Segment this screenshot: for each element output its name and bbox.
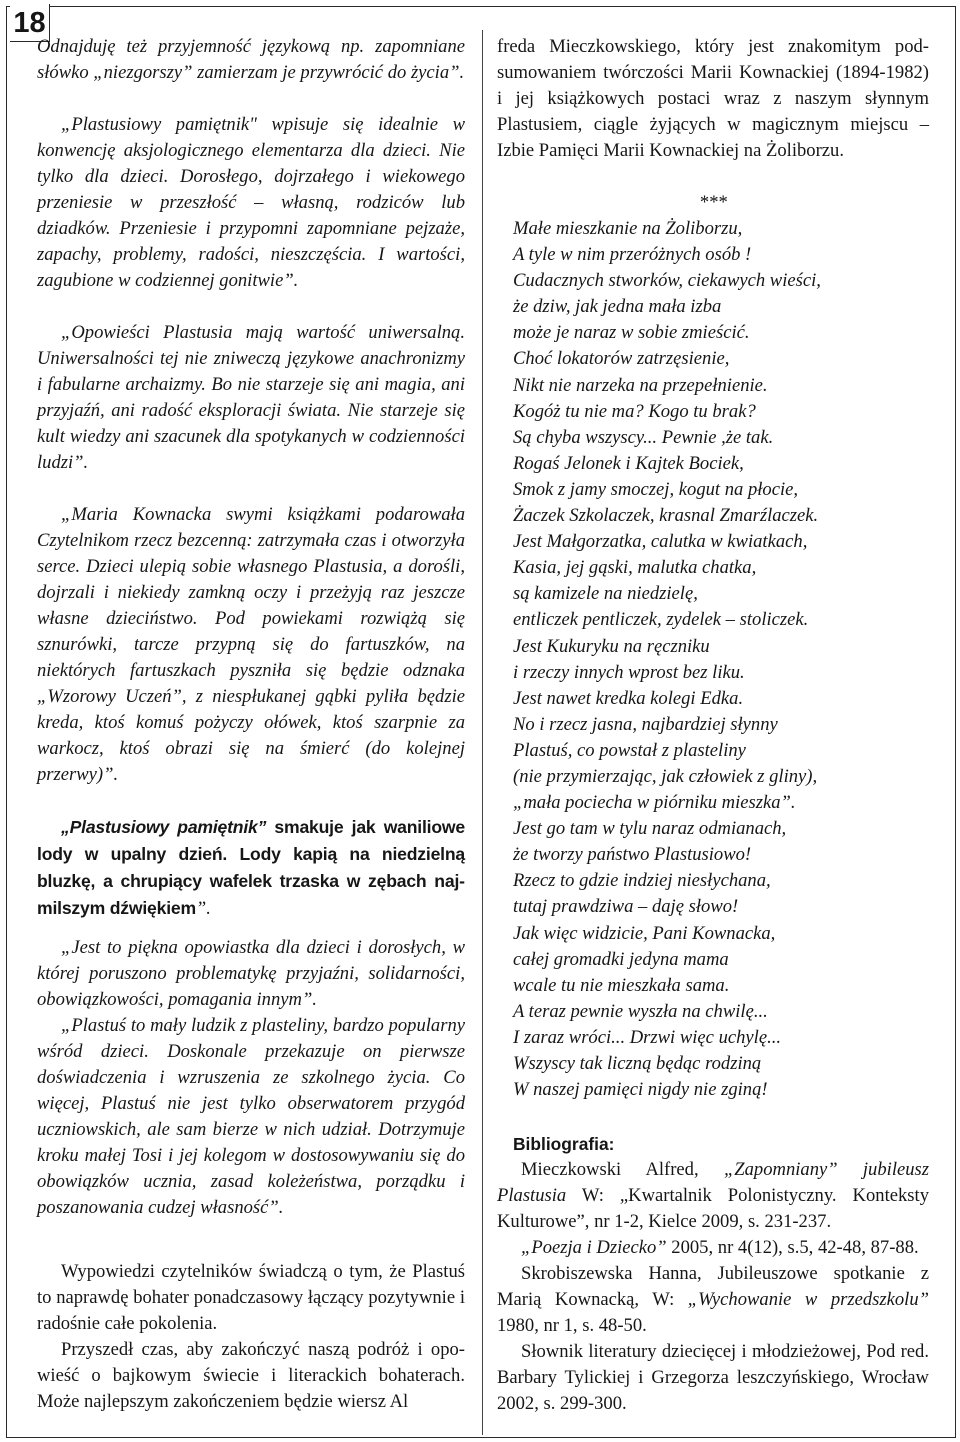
poem-line: że tworzy państwo Plastusiowo! [513, 844, 752, 866]
poem-line: Choć lokatorów zatrzęsienie, [513, 348, 730, 370]
poem-line: może je naraz w sobie zmieścić. [513, 322, 750, 344]
quote-body: smakuje jak waniliowe lody w upalny dzień. Lody kapią na niedzielną bluzkę, a chrupiący wafelek trzaska w zębach najmilszym dźwiękiem [37, 817, 465, 918]
bibliography-heading: Bibliografia: [513, 1134, 615, 1155]
poem-line: że dziw, jak jedna mała izba [513, 296, 722, 318]
column-divider [482, 30, 483, 1435]
quote-paragraph: „Plastusiowy pamiętnik" wpisuje się idealnie w konwencję aksjologicznego elementarza dla dzieci. Nie tylko dla dzieci. Dorosłego, dojrzałego i wiekowego przeniesie w przeszłość – własną, rodziców lub dziadków. Przeniesie i przypomni zapomniane pejzaże, zapachy, problemy, radości, nieszczęścia. I wartości, zagubione w codziennej gonitwie”. [37, 114, 465, 291]
poem-line: Jest Małgorzatka, calutka w kwiatkach, [513, 531, 808, 553]
poem-line: Małe mieszkanie na Żoliborzu, [513, 218, 743, 239]
poem-line: Wszyscy tak liczną będąc rodziną [513, 1053, 762, 1074]
intro-paragraph: freda Mieczkowskiego, który jest znakomitym podsumowaniem twórczości Marii Kownackiej (1894-1982) i jej książkowych postaci wraz z naszym słynnym Plastusiem, ciągle żyjących w magicznym miejscu – Izbie Pamięci Marii Kownackiej na Żoliborzu. [497, 36, 929, 161]
bibliography-entry [497, 1235, 929, 1261]
poem-line: i rzeczy innych wprost bez liku. [513, 661, 745, 683]
poem-line: A teraz pewnie wyszła na chwilę... [513, 1000, 768, 1022]
poem-line: Jest nawet kredka kolegi Edka. [513, 687, 744, 709]
bibliography-title: „Zapomniany” jubileusz Plastusia [497, 1159, 930, 1207]
poem-line: Kogóż tu nie ma? Kogo tu brak? [513, 400, 756, 422]
bibliography-text: Słownik literatury dziecięcej i młodzieżowej, Pod red. Barbary Tylickiej i Grzegorza leszczyńskiego, Wrocław 2002, s. 299-300. [497, 1341, 929, 1415]
body-paragraph: Wypowiedzi czytelników świadczą o tym, że Plastuś to naprawdę bohater ponadczasowy łączący pozytywnie i radośnie całe pokolenia. [37, 1261, 465, 1334]
poem-line: Jest Kukuryku na ręczniku [513, 635, 710, 657]
bibliography-title: „Wychowanie w przedszkolu” [687, 1289, 929, 1311]
bibliography-text: 1980, nr 1, s. 48-50. [497, 1315, 647, 1337]
poem-line: W naszej pamięci nigdy nie zginą! [513, 1079, 768, 1101]
bibliography-text: W: „Kwartalnik Polonistyczny. Konteksty Kulturowe”, nr 1-2, Kielce 2009, s. 231-237. [497, 1185, 929, 1233]
quote-paragraph: „Plastuś to mały ludzik z plasteliny, bardzo popularny wśród dzieci. Doskonale przekazuje on pierwsze doświadczenia i wzruszenia ze szkolnego życia. Co więcej, Plastuś nie jest tylko obserwatorem przygód uczniowskich, ale sam bierze w nich udział. Dotrzymuje kroku małej Tosi i jej kolegom w dostosowywaniu się do obowiązków ucznia, zasad koleżeństwa, porządku i poszanowania cudzej własność”. [37, 1015, 465, 1218]
poem-line: Cudacznych stworków, ciekawych wieści, [513, 270, 821, 292]
poem [497, 216, 929, 1103]
bibliography-title: „Poezja i Dziecko” [521, 1237, 667, 1259]
poem-line: Nikt nie narzeka na przepełnienie. [513, 374, 768, 396]
bibliography-entry [497, 1261, 929, 1339]
poem-line: Jak więc widzicie, Pani Kownacka, [513, 922, 776, 944]
poem-line: A tyle w nim przeróżnych osób ! [513, 244, 752, 266]
poem-line: są kamizele na niedzielę, [513, 583, 698, 605]
poem-line: Są chyba wszyscy... Pewnie ,że tak. [513, 426, 774, 448]
bibliography-entry [497, 1157, 929, 1235]
poem-line: Żaczek Szkolaczek, krasnal Zmarźlaczek. [513, 505, 819, 527]
quote-paragraph: „Opowieści Plastusia mają wartość uniwersalną. Uniwersalności tej nie zniweczą językowe anachronizmy i fabularne archaizmy. Bo nie starzeje się ani magia, ani przyjaźń, ani radość eksploracji świata. Nie starzeje się kult wiedzy ani szacunek dla spotykanych w codzienności ludzi”. [37, 322, 465, 473]
quote-closing: ”. [195, 898, 211, 919]
poem-line: wcale tu nie mieszkała sama. [513, 974, 730, 996]
poem-line: Plastuś, co powstał z plasteliny [513, 739, 746, 761]
poem-separator: *** [699, 192, 727, 213]
bibliography-list [497, 1157, 929, 1417]
quote-title: „Plastusiowy pamiętnik” [61, 817, 267, 837]
poem-line: entliczek pentliczek, zydelek – stoliczek. [513, 609, 809, 631]
poem-line: (nie przymierzając, jak człowiek z gliny), [513, 765, 818, 787]
poem-line: I zaraz wróci... Drzwi więc uchylę... [513, 1026, 782, 1048]
poem-line: Smok z jamy smoczej, kogut na płocie, [513, 478, 799, 500]
bibliography-text: Skrobiszewska Hanna, Jubileuszowe spotkanie z Marią Kownacką, W: [497, 1263, 929, 1311]
body-paragraph: Przyszedł czas, aby zakończyć naszą podróż i opowieść o bajkowym świecie i literackich bohaterach. Może najlepszym zakończeniem będzie wiersz Al [37, 1339, 465, 1412]
left-column [37, 34, 465, 1415]
poem-line: „mała pociecha w piórniku mieszka”. [513, 792, 796, 814]
poem-line: Rogaś Jelonek i Kajtek Bociek, [513, 452, 744, 474]
poem-line: Kasia, jej gąski, malutka chatka, [513, 557, 757, 579]
quote-paragraph: „Jest to piękna opowiastka dla dzieci i dorosłych, w której poruszono problematykę przyjaźni, solidarności, obowiązkowości, pomagania innym”. [37, 937, 465, 1010]
bibliography-text: Mieczkowski Alfred, [521, 1159, 724, 1181]
quote-paragraph: Odnajduję też przyjemność językową np. zapomniane słówko „niezgorszy” zamierzam je przywrócić do życia”. [37, 36, 465, 83]
bibliography-entry [497, 1339, 929, 1417]
poem-line: tutaj prawdziwa – daję słowo! [513, 896, 739, 918]
bibliography-text: 2005, nr 4(12), s.5, 42-48, 87-88. [666, 1237, 919, 1259]
quote-paragraph-bold [37, 814, 465, 922]
quote-paragraph: „Maria Kownacka swymi książkami podarowała Czytelnikom rzecz bezcenną: zatrzymała czas i otworzyła serce. Dzieci ulepią sobie własnego Plastusia, a dorośli, dojrzali i niekiedy zamkną oczy i przeżyją raz jeszcze własne dzieciństwo. Pod powiekami rozwiążą się sznurówki, tarcze przypną się do fartuszków, na niektórych fartuszkach pyszniła się będzie odznaka „Wzorowy Uczeń”, z niespłukanej gąbki pyliła będzie kreda, ktoś komuś pożyczy ołówek, ktoś szarpnie za warkocz, ktoś obrazi się na śmierć (do kolejnej przerwy)”. [37, 504, 465, 785]
right-column [497, 34, 929, 1417]
poem-line: No i rzecz jasna, najbardziej słynny [513, 713, 778, 735]
poem-line: Jest go tam w tylu naraz odmianach, [513, 818, 787, 840]
poem-line: całej gromadki jedyna mama [513, 948, 729, 970]
poem-line: Rzecz to gdzie indziej niesłychana, [513, 870, 771, 892]
page-number: 18 [10, 4, 50, 42]
